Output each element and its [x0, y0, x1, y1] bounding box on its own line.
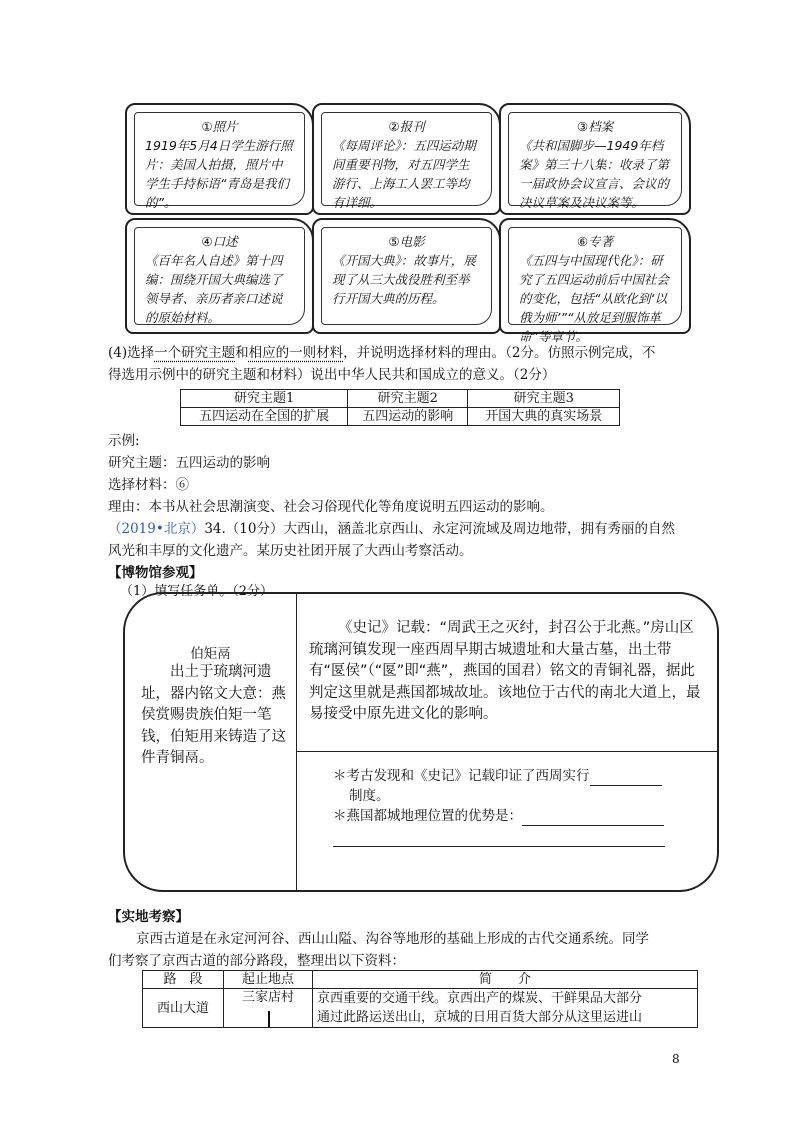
- question-system: [333, 766, 662, 806]
- table-header: 研究主题1: [181, 390, 348, 408]
- question-system-text: ＊考古发现和《史记》记载印证了西周实行: [333, 768, 590, 784]
- intro-line1: 京西重要的交通干线。京西出产的煤炭、干鲜果品大部分: [317, 991, 643, 1006]
- field-text-line1: 京西古道是在永定河河谷、西山山隘、沟谷等地形的基础上形成的古代交通系统。同学: [136, 931, 649, 947]
- q4-emphasis-topic: 一个研究主题: [154, 345, 236, 361]
- table-cell: 西山大道: [143, 989, 224, 1028]
- table-cell: 五四运动的影响: [348, 408, 468, 426]
- source-card-newspaper: [312, 103, 501, 215]
- question-4-line1: [108, 342, 655, 364]
- example-topic: 研究主题：五四运动的影响: [108, 455, 270, 471]
- table-header: 路 段: [143, 971, 224, 989]
- intro-line2: 通过此路运送出山，京城的日用百货大部分从这里运进山: [317, 1010, 643, 1025]
- question-source: （2019•北京）: [108, 521, 205, 537]
- answer-blank[interactable]: [590, 785, 662, 786]
- question-system-suffix: 制度。: [349, 788, 390, 804]
- divider-horizontal: [296, 751, 717, 752]
- question-34-line1: [108, 518, 675, 540]
- artifact-description: 出土于琉璃河遗址，器内铭文大意：燕侯赏赐贵族伯矩一笔钱，伯矩用来铸造了这件青铜鬲。: [141, 664, 286, 766]
- question-34-line2: 风光和丰厚的文化遗产。某历史社团开展了大西山考察活动。: [108, 543, 473, 559]
- road-table: [142, 970, 698, 1028]
- question-advantage: [333, 806, 664, 826]
- card-title: ②报刊: [388, 119, 425, 134]
- task-sheet: [123, 592, 719, 892]
- artifact-name: 伯矩鬲: [190, 646, 231, 662]
- answer-blank[interactable]: [522, 825, 664, 826]
- card-body: 《五四与中国现代化》：研究了五四运动前后中国社会的变化，包括“从欧化到‘以俄为师’”“从放足到服饰革命”等章节。: [519, 253, 670, 344]
- table-cell: [224, 989, 313, 1028]
- source-card-oral: [125, 218, 314, 334]
- question-34-text: 34.（10分）大西山，涵盖北京西山、永定河流域及周边地带，拥有秀丽的自然: [204, 521, 675, 537]
- answer-line[interactable]: [333, 846, 665, 847]
- source-card-photo: [125, 103, 314, 215]
- card-body: 《百年名人自述》第十四编：围绕开国大典编选了领导者、亲历者亲口述说的原始材料。: [145, 253, 283, 325]
- card-body: 1919年5月4日学生游行照片：美国人拍摄，照片中学生手持标语“青岛是我们的”。: [145, 138, 293, 210]
- topics-table: [180, 389, 620, 426]
- card-body: 《开国大典》：故事片，展现了从三大战役胜利至举行开国大典的历程。: [332, 253, 476, 306]
- q4-rest: ，并说明选择材料的理由。（2分。仿照示例完成，不: [343, 345, 656, 361]
- page-number: 8: [672, 1052, 680, 1066]
- start-place: 三家店村: [241, 990, 294, 1005]
- card-title: ⑤电影: [388, 234, 425, 249]
- divider-vertical: [296, 594, 297, 890]
- museum-task: （1）填写任务单。（2分）: [120, 584, 274, 599]
- q4-prefix: (4)选择: [108, 345, 155, 361]
- field-text-line2: 们考察了京西古道的部分路段，整理出以下资料：: [108, 953, 405, 969]
- q4-emphasis-material: 相应的一则材料: [248, 345, 344, 361]
- table-header: 起止地点: [224, 971, 313, 989]
- question-4-line2: 得选用示例中的研究主题和材料）说出中华人民共和国成立的意义。（2分）: [108, 367, 556, 383]
- source-card-archive: [499, 103, 691, 215]
- card-title: ⑥专著: [576, 234, 614, 249]
- table-header: 研究主题3: [468, 390, 620, 408]
- museum-heading: 【博物馆参观】: [108, 565, 203, 581]
- example-label: 示例:: [108, 433, 140, 449]
- card-body: 《每周评论》：五四运动期间重要刊物，对五四学生游行、上海工人罢工等均有详细。: [332, 138, 476, 210]
- table-cell: 五四运动在全国的扩展: [181, 408, 348, 426]
- source-card-monograph: [499, 218, 691, 344]
- table-header: 研究主题2: [348, 390, 468, 408]
- example-reason: 理由：本书从社会思潮演变、社会习俗现代化等角度说明五四运动的影响。: [108, 499, 554, 515]
- table-cell: [313, 989, 698, 1028]
- q4-mid: 和: [235, 345, 249, 361]
- example-material: 选择材料：⑥: [108, 477, 189, 493]
- card-title: ①照片: [201, 119, 238, 134]
- question-advantage-text: ＊燕国都城地理位置的优势是：: [333, 808, 522, 824]
- table-cell: 开国大典的真实场景: [468, 408, 620, 426]
- card-title: ④口述: [201, 234, 238, 249]
- source-card-film: [312, 218, 501, 334]
- card-body: 《共和国脚步—1949年档案》第三十八集：收录了第一届政协会议宣言、会议的决议草案及决议案等。: [519, 138, 670, 210]
- historical-record: 《史记》记载：“周武王之灭纣，封召公于北燕。”房山区琉璃河镇发现一座西周早期古城遗址和大量古墓，出土带有“匽侯”（“匽”即“燕”，燕国的国君）铭文的青铜礼器，据此判定这里就是燕国都城故址。该地位于古代的南北大道上，最易接受中原先进文化的影响。: [309, 620, 701, 722]
- field-heading: 【实地考察】: [108, 909, 189, 925]
- card-title: ③档案: [576, 119, 614, 134]
- table-header: 简 介: [313, 971, 698, 989]
- route-line: [268, 1011, 270, 1027]
